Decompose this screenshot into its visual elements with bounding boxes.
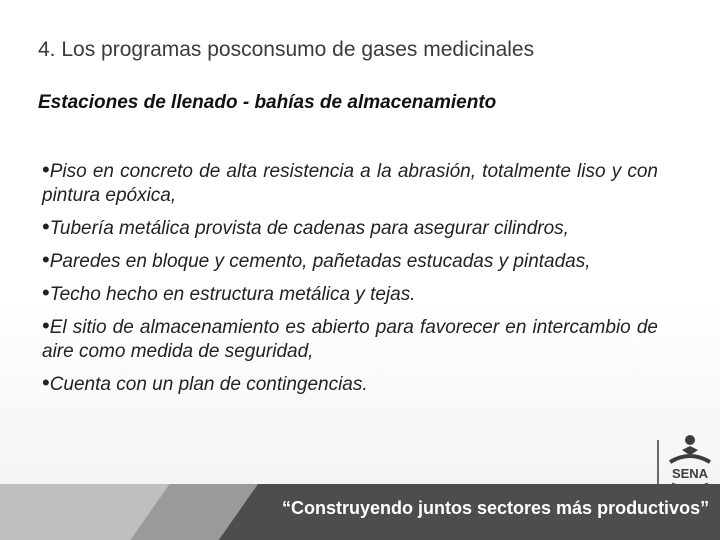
list-item (42, 215, 658, 241)
bullet-text: Tubería metálica provista de cadenas para asegurar cilindros, (49, 218, 569, 239)
bullet-icon: • (42, 157, 50, 182)
bullet-icon: • (42, 214, 50, 239)
bullet-text: Techo hecho en estructura metálica y tejas. (49, 284, 416, 305)
bullet-text: El sitio de almacenamiento es abierto para favorecer en intercambio de aire como medida de seguridad, (42, 317, 658, 362)
bullet-text: Cuenta con un plan de contingencias. (49, 374, 368, 395)
list-item (42, 248, 658, 274)
bullet-icon: • (42, 280, 50, 305)
slide-title: 4. Los programas posconsumo de gases medicinales (38, 38, 535, 61)
footer-slogan: “Construyendo juntos sectores más productivos” (282, 498, 710, 518)
slide-subtitle: Estaciones de llenado - bahías de almacenamiento (38, 92, 497, 113)
sena-logo-icon (664, 432, 716, 492)
logo-text: SENA (671, 466, 709, 481)
list-item (42, 371, 658, 397)
bullet-list (42, 158, 658, 404)
bullet-text: Paredes en bloque y cemento, pañetadas estucadas y pintadas, (49, 251, 591, 272)
bullet-icon: • (42, 370, 50, 395)
bullet-icon: • (42, 247, 50, 272)
bullet-text: Piso en concreto de alta resistencia a la abrasión, totalmente liso y con pintura epóxica, (42, 161, 658, 206)
bullet-icon: • (42, 313, 50, 338)
list-item (42, 314, 658, 364)
logo-divider (657, 440, 659, 484)
list-item (42, 281, 658, 307)
list-item (42, 158, 658, 208)
